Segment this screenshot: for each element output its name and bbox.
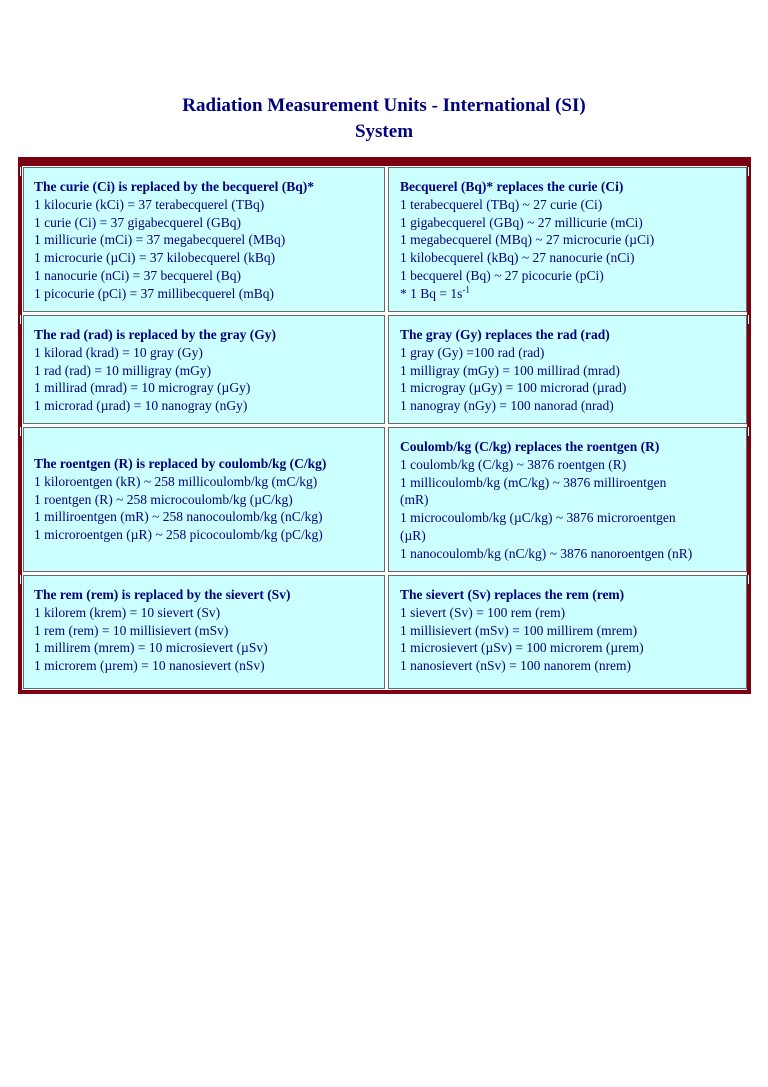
conversion-line: 1 nanocurie (nCi) = 37 becquerel (Bq)	[34, 267, 242, 283]
cell-heading: Coulomb/kg (C/kg) replaces the roentgen (R)	[400, 439, 660, 454]
conversion-line: 1 microrad (µrad) = 10 nanogray (nGy)	[34, 398, 248, 414]
conversion-line: 1 kilorad (krad) = 10 gray (Gy)	[34, 344, 203, 360]
cell-heading: The gray (Gy) replaces the rad (rad)	[400, 327, 610, 342]
cell-heading: The curie (Ci) is replaced by the becquerel (Bq)*	[34, 179, 314, 194]
conversion-table	[22, 166, 747, 690]
conversion-line: 1 microrem (µrem) = 10 nanosievert (nSv)	[34, 658, 265, 674]
conversion-line: 1 nanosievert (nSv) = 100 nanorem (nrem)	[400, 658, 632, 674]
frame-tick	[748, 167, 749, 176]
frame-tick	[20, 427, 21, 436]
page-title-line-1: Radiation Measurement Units - International (SI)	[182, 95, 586, 116]
conversion-line: 1 kilocurie (kCi) = 37 terabecquerel (TBq)	[34, 196, 265, 212]
conversion-line: 1 becquerel (Bq) ~ 27 picocurie (pCi)	[400, 267, 604, 283]
frame-tick	[20, 575, 21, 584]
conversion-line: 1 millisievert (mSv) = 100 millirem (mrem)	[400, 622, 638, 638]
footnote-text: * 1 Bq = 1s	[400, 285, 463, 301]
footnote-superscript: -1	[462, 284, 470, 295]
conversion-line: 1 microcurie (µCi) = 37 kilobecquerel (kBq)	[34, 250, 276, 266]
cell-curie-to-becquerel	[23, 167, 385, 312]
cell-heading: Becquerel (Bq)* replaces the curie (Ci)	[400, 179, 624, 194]
conversion-line: 1 sievert (Sv) = 100 rem (rem)	[400, 604, 566, 620]
cell-heading: The roentgen (R) is replaced by coulomb/kg (C/kg)	[34, 456, 327, 471]
cell-roentgen-to-coulomb-per-kg	[23, 427, 385, 572]
conversion-line: 1 millicoulomb/kg (mC/kg) ~ 3876 milliroentgen	[400, 474, 667, 490]
conversion-line: 1 terabecquerel (TBq) ~ 27 curie (Ci)	[400, 196, 603, 212]
cell-heading: The rem (rem) is replaced by the sievert (Sv)	[34, 587, 291, 602]
conversion-line: 1 microcoulomb/kg (µC/kg) ~ 3876 microroentgen	[400, 510, 676, 526]
conversion-line: 1 picocurie (pCi) = 37 millibecquerel (mBq)	[34, 285, 275, 301]
conversion-line: 1 kilobecquerel (kBq) ~ 27 nanocurie (nCi)	[400, 250, 635, 266]
conversion-line: 1 milligray (mGy) = 100 millirad (mrad)	[400, 362, 620, 378]
conversion-line: 1 kilorem (krem) = 10 sievert (Sv)	[34, 604, 221, 620]
cell-rem-to-sievert	[23, 575, 385, 689]
frame-tick	[20, 167, 21, 176]
page-title	[0, 93, 768, 145]
frame-tick	[748, 575, 749, 584]
conversion-table-frame	[18, 157, 751, 694]
conversion-line: 1 coulomb/kg (C/kg) ~ 3876 roentgen (R)	[400, 456, 627, 472]
conversion-line: 1 microsievert (µSv) = 100 microrem (µrem)	[400, 640, 644, 656]
conversion-line: 1 millicurie (mCi) = 37 megabecquerel (MBq)	[34, 232, 286, 248]
cell-heading: The sievert (Sv) replaces the rem (rem)	[400, 587, 625, 602]
conversion-line: (mR)	[400, 492, 429, 508]
conversion-line: 1 rem (rem) = 10 millisievert (mSv)	[34, 622, 229, 638]
conversion-line: 1 nanocoulomb/kg (nC/kg) ~ 3876 nanoroentgen (nR)	[400, 545, 693, 561]
conversion-line: 1 curie (Ci) = 37 gigabecquerel (GBq)	[34, 214, 242, 230]
cell-rad-to-gray	[23, 315, 385, 424]
conversion-line: 1 milliroentgen (mR) ~ 258 nanocoulomb/kg (nC/kg)	[34, 509, 323, 525]
conversion-line: (µR)	[400, 527, 426, 543]
conversion-line: 1 gray (Gy) =100 rad (rad)	[400, 344, 545, 360]
conversion-line: 1 nanogray (nGy) = 100 nanorad (nrad)	[400, 398, 614, 414]
footnote-line	[400, 285, 742, 303]
cell-sievert-to-rem	[388, 575, 747, 689]
conversion-line: 1 megabecquerel (MBq) ~ 27 microcurie (µCi)	[400, 232, 655, 248]
conversion-line: 1 microgray (µGy) = 100 microrad (µrad)	[400, 380, 627, 396]
conversion-line: 1 microroentgen (µR) ~ 258 picocoulomb/kg (pC/kg)	[34, 527, 323, 543]
conversion-line: 1 rad (rad) = 10 milligray (mGy)	[34, 362, 212, 378]
conversion-line: 1 kiloroentgen (kR) ~ 258 millicoulomb/kg (mC/kg)	[34, 473, 318, 489]
conversion-line: 1 gigabecquerel (GBq) ~ 27 millicurie (mCi)	[400, 214, 643, 230]
conversion-line: 1 millirad (mrad) = 10 microgray (µGy)	[34, 380, 251, 396]
cell-becquerel-to-curie	[388, 167, 747, 312]
conversion-line: 1 millirem (mrem) = 10 microsievert (µSv)	[34, 640, 268, 656]
conversion-line: 1 roentgen (R) ~ 258 microcoulomb/kg (µC/kg)	[34, 491, 293, 507]
frame-tick	[748, 315, 749, 324]
frame-tick	[748, 427, 749, 436]
cell-coulomb-per-kg-to-roentgen	[388, 427, 747, 572]
frame-tick	[20, 315, 21, 324]
cell-heading: The rad (rad) is replaced by the gray (Gy)	[34, 327, 276, 342]
page-title-line-2: System	[354, 121, 414, 142]
cell-gray-to-rad	[388, 315, 747, 424]
